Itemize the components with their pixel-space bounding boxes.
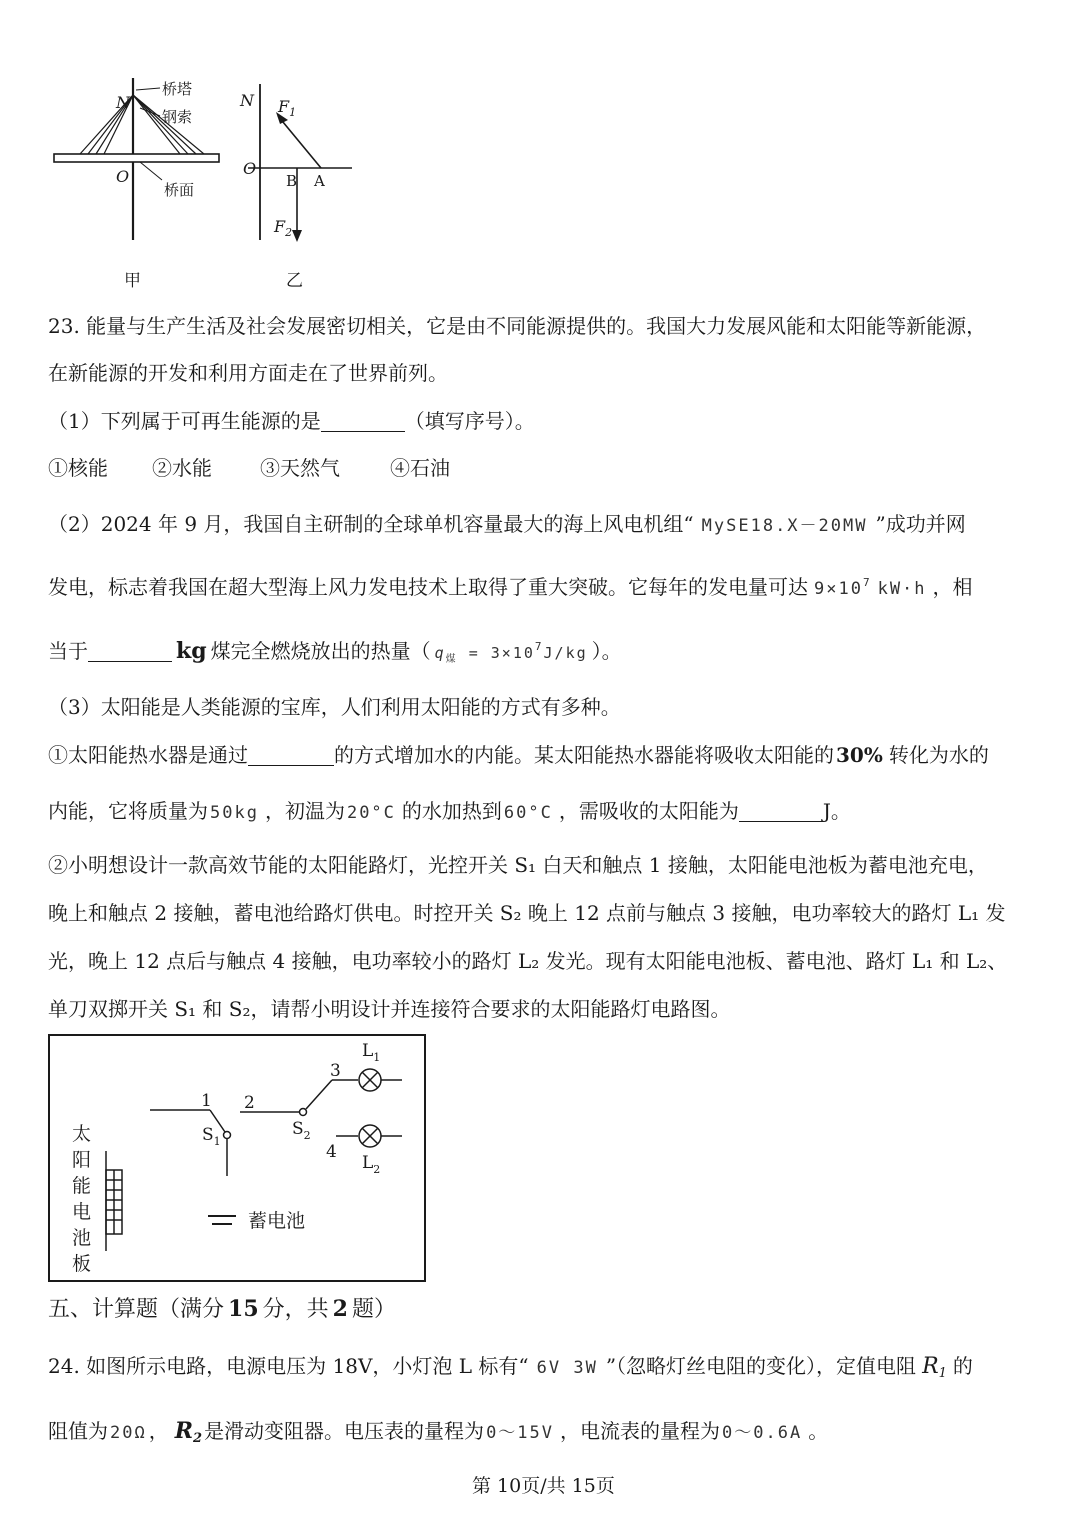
q23-part-3b-line-2: 晚上和触点 2 接触，蓄电池给路灯供电。时控开关 S₂ 晚上 12 点前与触点 3 接触，电功率较大的路灯 L₁ 发 [48, 901, 1006, 925]
yi-caption: 乙 [286, 271, 303, 291]
q23-part-3a-mass: 50kg [210, 803, 259, 823]
q23-stem-line-2: 在新能源的开发和利用方面走在了世界前列。 [48, 361, 448, 385]
q23-part-3a-text-a: ①太阳能热水器是通过 [48, 743, 248, 767]
panel-label-char-6: 板 [72, 1253, 92, 1275]
q23-part-3b-line-3: 光，晚上 12 点后与触点 4 接触，电功率较小的路灯 L₂ 发光。现有太阳能电池板、蓄电池、路灯 L₁ 和 L₂、 [48, 949, 1008, 973]
section-5-heading-c: 题） [351, 1297, 396, 1322]
q23-part-2-line-3 [48, 640, 622, 665]
q23-part-2-line-2 [48, 577, 973, 598]
panel-label-char-3: 能 [72, 1175, 92, 1197]
q24-text-a: 24. 如图所示电路，电源电压为 18V，小灯泡 L 标有“ [48, 1354, 529, 1378]
solar-panel-symbol [106, 1151, 122, 1251]
q23-part-2-line-1 [48, 514, 966, 535]
yi-label-f1: $F_1$ [278, 97, 297, 119]
q23-part-2-answer-blank[interactable] [88, 641, 172, 662]
q23-stem-line-1: 23. 能量与生产生活及社会发展密切相关，它是由不同能源提供的。我国大力发展风能和太阳能等新能源， [48, 314, 987, 338]
q23-part-3a-text-c: 转化为水的 [888, 743, 989, 767]
jia-label-deck: 桥面 [164, 181, 195, 199]
l1-label: $L_1$ [362, 1041, 381, 1064]
q23-part-2-text-e: 当于 [48, 639, 88, 663]
q23-part-2-text-g: ）。 [591, 639, 622, 663]
q23-part-1-answer-blank[interactable] [321, 411, 405, 432]
section-5-score: 15 [228, 1296, 259, 1322]
q23-part-2-model: MySE18.X－20MW [701, 516, 868, 536]
q24-lamp-rating: 6V 3W [536, 1358, 598, 1378]
q24-r2-symbol: $R_2$ [174, 1418, 203, 1446]
q23-part-2-energy: $9\times 10^7$ kW·h [814, 576, 927, 599]
q24-text-e: ， [148, 1419, 169, 1443]
battery-symbol [208, 1216, 236, 1224]
q23-part-3a-text-b: 的方式增加水的内能。某太阳能热水器能将吸收太阳能的 [334, 743, 834, 767]
q23-part-3b-line-4: 单刀双掷开关 S₁ 和 S₂，请帮小明设计并连接符合要求的太阳能路灯电路图。 [48, 997, 731, 1021]
q23-part-3a-initial-temp: 20°C [346, 803, 396, 823]
q23-part-3a-line-2 [48, 801, 851, 822]
jia-label-tower: 桥塔 [162, 80, 193, 98]
q23-option-3: ③天然气 [260, 456, 340, 480]
q23-part-3a-text-e: ，初温为 [264, 799, 345, 823]
q23-option-4: ④石油 [390, 456, 450, 480]
figure-bridge-diagrams [40, 70, 380, 300]
lamp-l1 [359, 1069, 402, 1091]
q23-options [48, 458, 450, 478]
circuit-figure [48, 1034, 426, 1282]
q24-voltmeter-range: 0～15V [486, 1423, 555, 1443]
contact-1-label: 1 [201, 1091, 212, 1111]
q23-option-1: ①核能 [48, 456, 108, 480]
q23-part-3a-final-temp: 60°C [503, 803, 553, 823]
contact-3-label: 3 [330, 1061, 341, 1081]
yi-label-o: O [243, 159, 257, 178]
jia-caption: 甲 [124, 271, 141, 291]
q23-part-2-unit: kg [176, 638, 207, 664]
q23-option-2: ②水能 [152, 456, 212, 480]
figure-jia [54, 78, 219, 240]
q23-part-3a-text-f: 的水加热到 [401, 799, 502, 823]
q24-text-b: ”（忽略灯丝电阻的变化），定值电阻 [605, 1354, 917, 1378]
q23-part-3a-text-g: ，需吸收的太阳能为 [558, 799, 739, 823]
panel-label-char-4: 电 [72, 1201, 92, 1223]
q23-part-3b-line-1: ②小明想设计一款高效节能的太阳能路灯，光控开关 S₁ 白天和触点 1 接触，太阳能电池板为蓄电池充电， [48, 853, 988, 877]
q24-line-2 [48, 1420, 828, 1445]
yi-label-b: B [286, 172, 298, 190]
q23-part-1 [48, 411, 535, 432]
q24-text-c: 的 [952, 1354, 973, 1378]
panel-label-char-5: 池 [72, 1227, 92, 1249]
jia-label-n: N [116, 93, 130, 112]
yi-label-f2: $F_2$ [274, 217, 293, 239]
q24-ammeter-range: 0～0.6A [722, 1423, 803, 1443]
yi-label-n: N [240, 91, 254, 110]
q24-text-d: 阻值为 [48, 1419, 108, 1443]
q23-part-2-text-b: ”成功并网 [875, 512, 966, 536]
section-5-count: 2 [332, 1296, 348, 1322]
section-5-heading-b: 分，共 [262, 1297, 329, 1322]
q23-part-3a-percent: 30% [836, 743, 883, 767]
q23-part-3a-method-blank[interactable] [248, 745, 334, 766]
q23-part-1-text: （1）下列属于可再生能源的是 [48, 409, 321, 433]
q24-text-f: 是滑动变阻器。电压表的量程为 [204, 1419, 485, 1443]
circuit-drawing [50, 1036, 424, 1280]
q23-part-3a-text-h: J。 [822, 799, 851, 823]
q23-part-2-heat-value: $q_煤 = 3\times 10^7J/kg$ [434, 640, 588, 665]
q24-text-h: 。 [808, 1419, 829, 1443]
q23-part-3a-line-1 [48, 745, 989, 766]
q23-part-2-text-f: 煤完全燃烧放出的热量（ [210, 639, 431, 663]
q23-part-3-intro: （3）太阳能是人类能源的宝库，人们利用太阳能的方式有多种。 [48, 695, 621, 719]
contact-4-label: 4 [326, 1142, 337, 1162]
q23-part-2-text-d: ，相 [932, 575, 973, 599]
section-5-heading [48, 1298, 396, 1321]
lamp-l2 [359, 1125, 402, 1147]
panel-label-char-1: 太 [72, 1123, 92, 1145]
jia-label-cable: 钢索 [162, 108, 193, 126]
q24-r1-value: 20Ω [110, 1423, 147, 1443]
section-5-heading-a: 五、计算题（满分 [48, 1297, 225, 1322]
s1-label: $S_1$ [202, 1125, 221, 1148]
q23-part-3a-text-d: 内能，它将质量为 [48, 799, 208, 823]
q23-part-2-text-a: （2）2024 年 9 月，我国自主研制的全球单机容量最大的海上风电机组“ [48, 512, 694, 536]
q23-part-1-tail: （填写序号）。 [404, 409, 535, 433]
l2-label: $L_2$ [362, 1153, 381, 1176]
contact-2-label: 2 [244, 1093, 255, 1113]
battery-label: 蓄电池 [248, 1210, 306, 1232]
yi-label-a: A [314, 172, 325, 190]
panel-label-char-2: 阳 [72, 1149, 92, 1171]
page-footer: 第 10页/共 15页 [472, 1475, 615, 1497]
q24-r1-symbol: $R_1$ [922, 1354, 947, 1381]
q24-line-1 [48, 1356, 973, 1380]
jia-label-o: O [116, 167, 130, 186]
figure-yi [248, 84, 352, 242]
q23-part-2-text-c: 发电，标志着我国在超大型海上风力发电技术上取得了重大突破。它每年的发电量可达 [48, 575, 808, 599]
q24-text-g: ，电流表的量程为 [560, 1419, 721, 1443]
q23-part-3a-energy-blank[interactable] [739, 801, 823, 822]
s2-label: $S_2$ [292, 1119, 311, 1142]
